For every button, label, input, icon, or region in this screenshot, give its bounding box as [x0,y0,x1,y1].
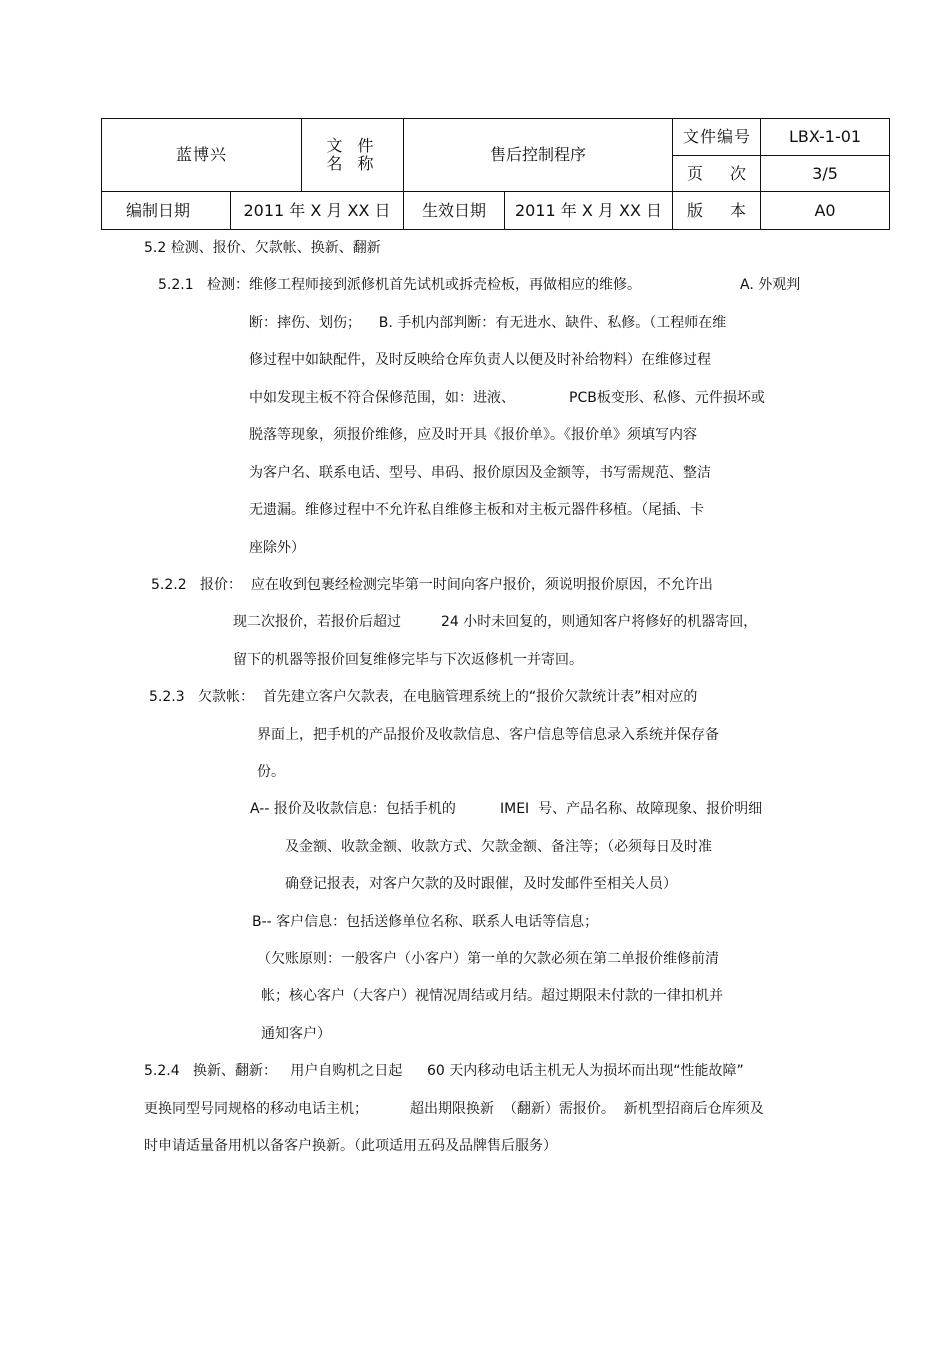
file-name-label [302,119,404,192]
page-label: 页 次 [673,156,761,192]
para-5-2-4-line-2a: 更换同型号同规格的移动电话主机； [144,1101,368,1117]
section-heading-5-2: 5.2 检测、报价、欠款帐、换新、翻新 [144,240,381,256]
para-5-2-3-rule-line-1: （欠账原则：一般客户（小客户）第一单的欠款必须在第二单报价维修前清 [257,951,719,967]
compile-date-label: 编制日期 [102,192,231,230]
para-5-2-3-a-line-3: 确登记报表，对客户欠款的及时跟催，及时发邮件至相关人员） [285,876,677,892]
document-header-table [101,118,890,230]
para-5-2-1-line-1: 5.2.1 检测：维修工程师接到派修机首先试机或拆壳检板，再做相应的维修。 [158,277,641,293]
page-value: 3/5 [761,156,890,192]
para-5-2-3-line-3: 份。 [257,764,285,780]
para-5-2-4-line-2b: 超出期限换新 （翻新）需报价。 新机型招商后仓库须及 [410,1101,764,1117]
effective-date-cell [404,192,673,230]
para-5-2-3-a-line-1a: A-- 报价及收款信息：包括手机的 [250,801,456,817]
para-5-2-2-line-1: 5.2.2 报价： 应在收到包裹经检测完毕第一时间向客户报价，须说明报价原因，不允许出 [151,577,713,593]
para-5-2-3-a-line-1b: IMEI 号、产品名称、故障现象、报价明细 [500,801,763,817]
compile-date-value: 2011 年 X 月 XX 日 [231,192,404,230]
para-5-2-1-line-4b: PCB板变形、私修、元件损坏或 [569,390,765,406]
doc-no-value: LBX-1-01 [761,119,890,156]
document-title: 售后控制程序 [404,119,673,192]
para-5-2-2-line-2b: 24 小时未回复的，则通知客户将修好的机器寄回， [441,614,758,630]
para-5-2-1-line-5: 脱落等现象，须报价维修，应及时开具《报价单》。《报价单》须填写内容 [249,427,697,443]
version-label: 版 本 [673,192,761,230]
para-5-2-4-line-3: 时申请适量备用机以备客户换新。（此项适用五码及品牌售后服务） [144,1138,557,1154]
doc-no-label: 文件编号 [673,119,761,156]
para-5-2-1-line-3: 修过程中如缺配件，及时反映给仓库负责人以便及时补给物料）在维修过程 [249,352,711,368]
para-5-2-1-line-4a: 中如发现主板不符合保修范围，如：进液、 [249,390,515,406]
para-5-2-3-line-2: 界面上，把手机的产品报价及收款信息、客户信息等信息录入系统并保存备 [257,727,719,743]
para-5-2-3-b-line-1: B-- 客户信息：包括送修单位名称、联系人电话等信息； [252,914,599,930]
para-5-2-3-line-1: 5.2.3 欠款帐： 首先建立客户欠款表，在电脑管理系统上的“报价欠款统计表”相对应的 [149,689,698,705]
effective-date-label: 生效日期 [404,192,505,229]
para-5-2-2-line-2a: 现二次报价，若报价后超过 [233,614,401,630]
company-name: 蓝博兴 [102,119,302,192]
para-5-2-1-line-1b: A. 外观判 [740,277,801,293]
para-5-2-1-line-2: 断：摔伤、划伤； B. 手机内部判断：有无进水、缺件、私修。（工程师在维 [249,315,727,331]
para-5-2-4-line-1a: 5.2.4 换新、翻新： 用户自购机之日起 [144,1063,403,1079]
para-5-2-1-line-6: 为客户名、联系电话、型号、串码、报价原因及金额等，书写需规范、整洁 [249,465,711,481]
file-name-label-line1: 文 件 [326,136,379,155]
para-5-2-3-rule-line-2: 帐；核心客户（大客户）视情况周结或月结。超过期限未付款的一律扣机并 [261,988,723,1004]
para-5-2-3-rule-line-3: 通知客户） [261,1026,331,1042]
para-5-2-4-line-1b: 60 天内移动电话主机无人为损坏而出现“性能故障” [427,1063,744,1079]
file-name-label-line2: 名 称 [326,154,379,173]
para-5-2-2-line-3: 留下的机器等报价回复维修完毕与下次返修机一并寄回。 [233,652,583,668]
effective-date-value: 2011 年 X 月 XX 日 [514,201,663,220]
para-5-2-1-line-7: 无遗漏。维修过程中不允许私自维修主板和对主板元器件移植。（尾插、卡 [249,502,704,518]
para-5-2-1-line-8: 座除外） [249,540,305,556]
para-5-2-3-a-line-2: 及金额、收款金额、收款方式、欠款金额、备注等；（必须每日及时准 [285,839,712,855]
version-value: A0 [761,192,890,230]
